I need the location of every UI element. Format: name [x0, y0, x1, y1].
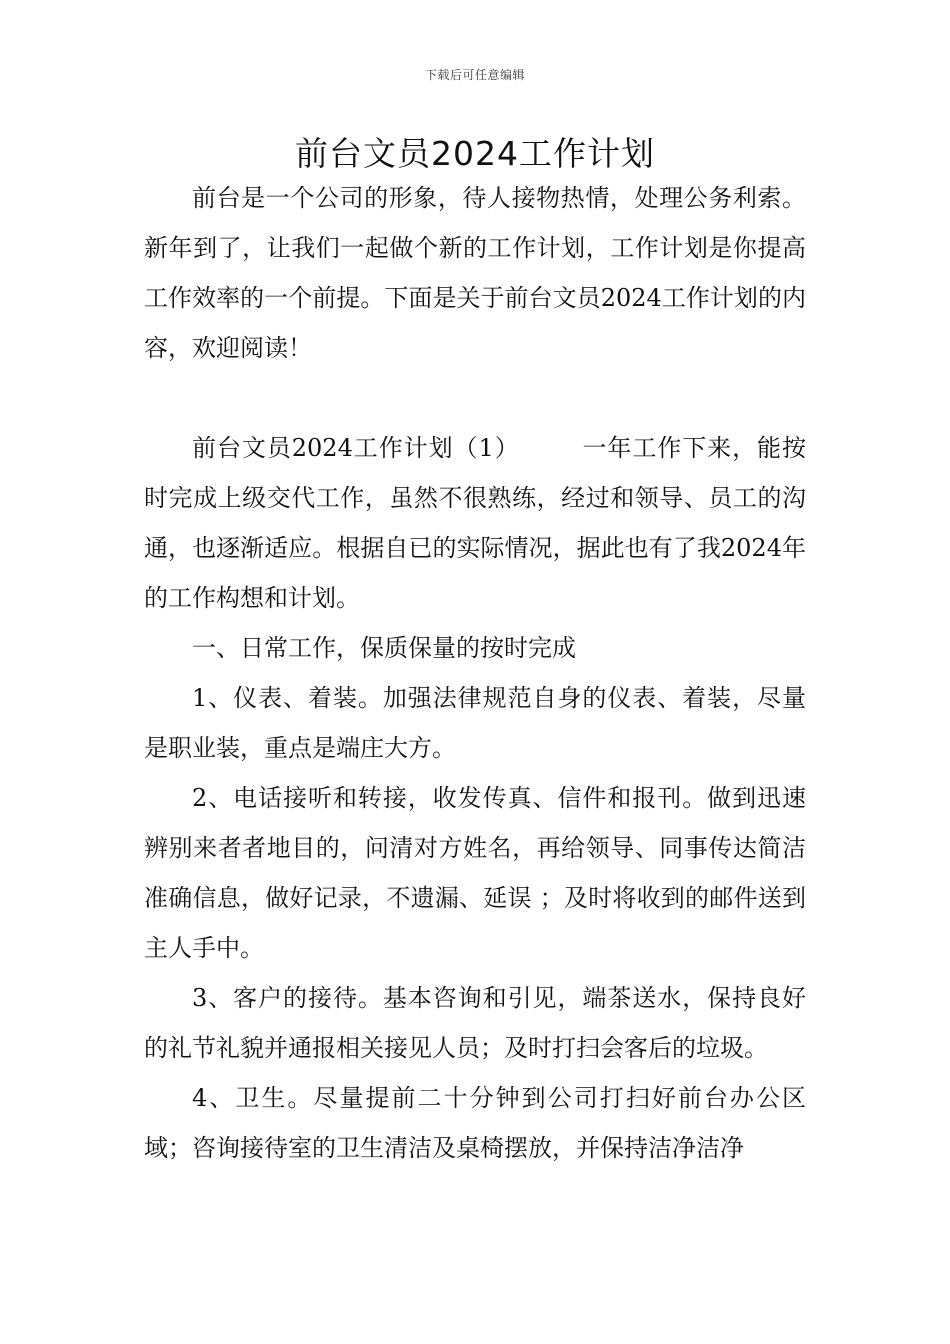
document-body: [144, 173, 806, 1173]
item-appearance: 1、仪表、着装。加强法律规范自身的仪表、着装，尽量是职业装，重点是端庄大方。: [144, 684, 806, 762]
section-heading-daily-work: 一、日常工作，保质保量的按时完成: [192, 634, 576, 662]
paragraph-spacer: [144, 373, 806, 423]
item-phone-mail: 2、电话接听和转接，收发传真、信件和报刊。做到迅速辨别来者者地目的，问清对方姓名，再给领导、同事传达简洁准确信息，做好记录，不遗漏、延误 ；及时将收到的邮件送到主人手中。: [144, 784, 806, 962]
item-reception: 3、客户的接待。基本咨询和引见，端茶送水，保持良好的礼节礼貌并通报相关接见人员；及时打扫会客后的垃圾。: [144, 984, 806, 1062]
item-hygiene: 4、卫生。尽量提前二十分钟到公司打扫好前台办公区域；咨询接待室的卫生清洁及桌椅摆放，并保持洁净洁净: [144, 1084, 806, 1162]
plan-section-paragraph: 前台文员2024工作计划（1） 一年工作下来，能按时完成上级交代工作，虽然不很熟练，经过和领导、员工的沟通，也逐渐适应。根据自已的实际情况，据此也有了我2024年的工作构想和计划。: [144, 434, 806, 612]
document-title: 前台文员2024工作计划: [295, 134, 655, 173]
header-note: 下载后可任意编辑: [424, 68, 525, 82]
intro-paragraph: 前台是一个公司的形象，待人接物热情，处理公务利索。新年到了，让我们一起做个新的工作计划，工作计划是你提高工作效率的一个前提。下面是关于前台文员2024工作计划的内容，欢迎阅读！: [144, 184, 806, 362]
